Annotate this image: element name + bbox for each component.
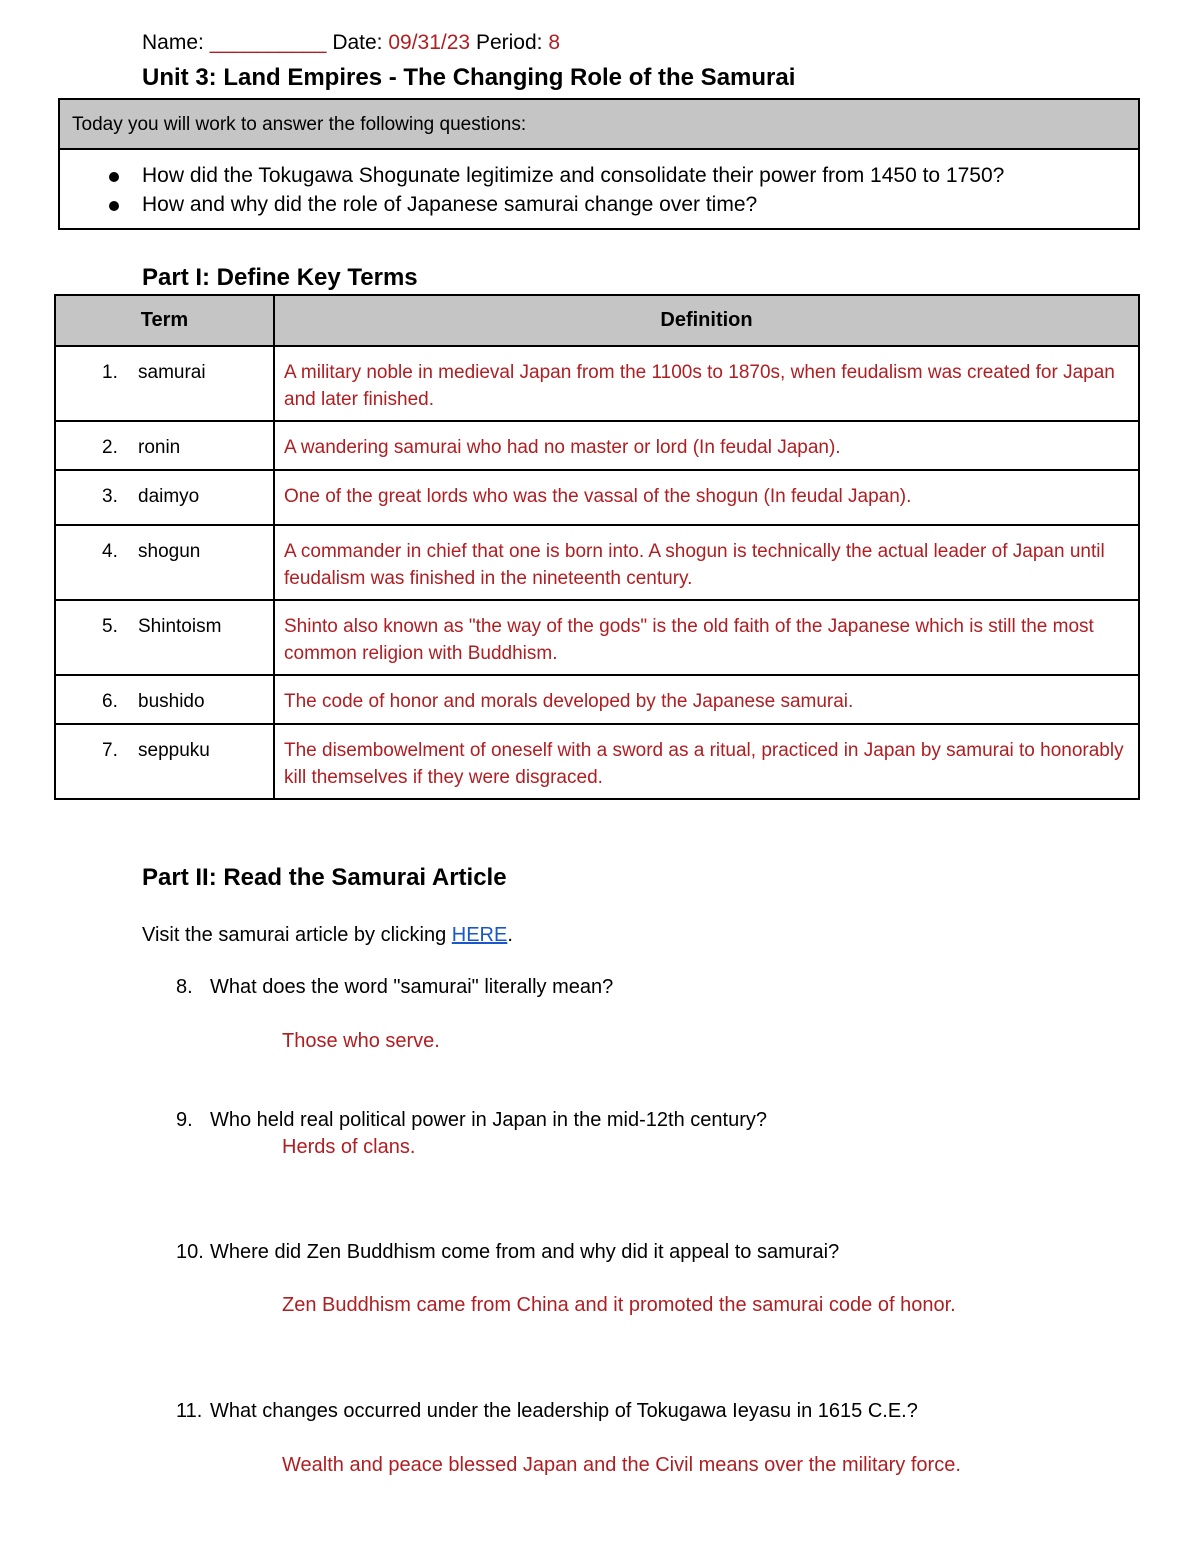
period-label: Period: [470, 31, 549, 54]
term-word: ronin [138, 437, 181, 458]
guiding-question-text: How and why did the role of Japanese samurai change over time? [142, 193, 758, 216]
guiding-question-item [60, 162, 1138, 191]
key-terms-table [54, 294, 1140, 800]
table-row [55, 724, 1139, 799]
term-number: 6. [102, 691, 118, 712]
date-value: 09/31/23 [388, 31, 471, 54]
question-answer: Zen Buddhism came from China and it promoted the samurai code of honor. [282, 1294, 956, 1316]
term-cell [55, 600, 274, 675]
question-number: 11. [176, 1400, 203, 1422]
term-word: Shintoism [138, 616, 222, 637]
definition-cell: One of the great lords who was the vassal of the shogun (In feudal Japan). [274, 470, 1139, 525]
guiding-question-text: How did the Tokugawa Shogunate legitimize and consolidate their power from 1450 to 1750? [142, 164, 1005, 187]
question-text: What changes occurred under the leadership of Tokugawa Ieyasu in 1615 C.E.? [210, 1400, 918, 1422]
question-text: Who held real political power in Japan in the mid-12th century? [210, 1109, 767, 1131]
definition-cell: Shinto also known as "the way of the gods" is the old faith of the Japanese which is still the most common religion with Buddhism. [274, 600, 1139, 675]
definition-cell: The code of honor and morals developed by the Japanese samurai. [274, 675, 1139, 724]
table-row [55, 421, 1139, 470]
question-answer: Herds of clans. [282, 1136, 416, 1158]
question-item [176, 974, 613, 1000]
question-item [176, 1398, 918, 1424]
term-cell [55, 470, 274, 525]
name-label: Name: [142, 31, 210, 54]
term-word: shogun [138, 541, 201, 562]
term-word: samurai [138, 362, 206, 383]
table-row [55, 346, 1139, 421]
guiding-question-item [60, 191, 1138, 220]
question-text: Where did Zen Buddhism come from and why did it appeal to samurai? [210, 1241, 840, 1263]
term-cell [55, 525, 274, 600]
term-column-header: Term [55, 295, 274, 346]
question-number: 9. [176, 1109, 193, 1131]
term-cell [55, 724, 274, 799]
table-row [55, 675, 1139, 724]
term-number: 7. [102, 740, 118, 761]
table-row [55, 470, 1139, 525]
term-cell [55, 421, 274, 470]
term-number: 4. [102, 541, 118, 562]
guiding-questions-box [58, 98, 1140, 230]
question-item [176, 1107, 767, 1133]
term-number: 1. [102, 362, 118, 383]
visit-article-line [142, 922, 513, 948]
period-value: 8 [548, 31, 561, 54]
definition-cell: The disembowelment of oneself with a sword as a ritual, practiced in Japan by samurai to honorably kill themselves if they were disgraced. [274, 724, 1139, 799]
guiding-questions-list [60, 150, 1138, 228]
question-number: 8. [176, 976, 193, 998]
term-word: bushido [138, 691, 205, 712]
term-number: 5. [102, 616, 118, 637]
term-cell [55, 675, 274, 724]
table-row [55, 525, 1139, 600]
visit-end: . [507, 924, 513, 946]
question-answer: Wealth and peace blessed Japan and the Civil means over the military force. [282, 1454, 961, 1476]
question-number: 10. [176, 1241, 204, 1263]
term-number: 3. [102, 486, 118, 507]
term-number: 2. [102, 437, 118, 458]
table-row [55, 600, 1139, 675]
term-word: seppuku [138, 740, 210, 761]
definition-column-header: Definition [274, 295, 1139, 346]
bullet-icon [109, 201, 119, 211]
bullet-icon [109, 172, 119, 182]
guiding-questions-heading: Today you will work to answer the following questions: [60, 100, 1138, 150]
date-label: Date: [326, 31, 389, 54]
question-text: What does the word "samurai" literally mean? [210, 976, 614, 998]
term-word: daimyo [138, 486, 200, 507]
definition-cell: A wandering samurai who had no master or lord (In feudal Japan). [274, 421, 1139, 470]
question-answer: Those who serve. [282, 1030, 440, 1052]
question-item [176, 1239, 839, 1265]
article-link[interactable]: HERE [451, 924, 508, 946]
definition-cell: A military noble in medieval Japan from the 1100s to 1870s, when feudalism was created for Japan and later finished. [274, 346, 1139, 421]
definition-cell: A commander in chief that one is born into. A shogun is technically the actual leader of Japan until feudalism was finished in the nineteenth century. [274, 525, 1139, 600]
table-header-row [55, 295, 1139, 346]
part1-heading: Part I: Define Key Terms [142, 264, 418, 291]
term-cell [55, 346, 274, 421]
name-blank: __________ [209, 31, 327, 54]
visit-text: Visit the samurai article by clicking [142, 924, 452, 946]
page-title: Unit 3: Land Empires - The Changing Role of the Samurai [142, 64, 796, 91]
part2-heading: Part II: Read the Samurai Article [142, 864, 507, 891]
student-info-line [142, 30, 560, 56]
